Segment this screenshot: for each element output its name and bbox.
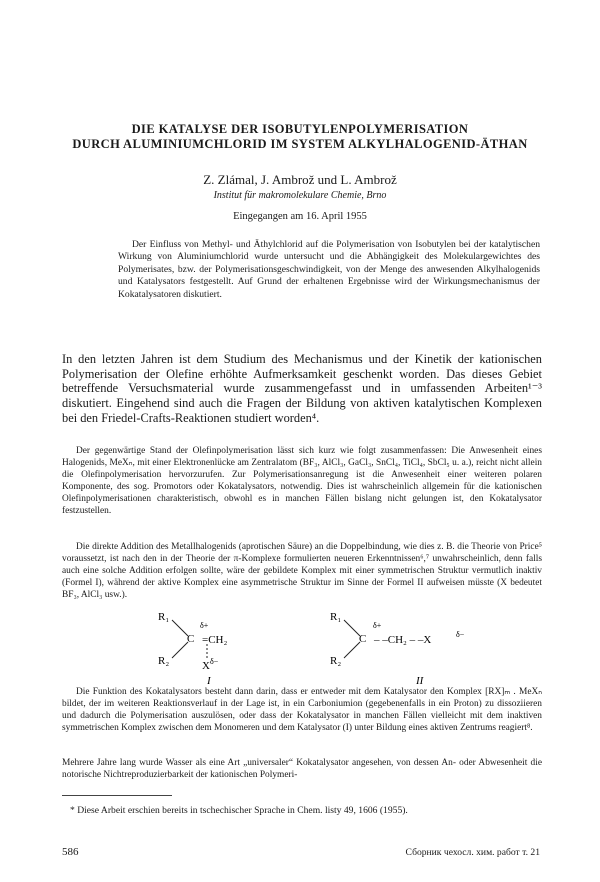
institute: Institut für makromolekulare Chemie, Brno bbox=[213, 190, 387, 201]
formula-2-r2: R₂ bbox=[330, 655, 342, 667]
body-paragraph: Der gegenwärtige Stand der Olefinpolymerisation lässt sich kurz wie folgt zusammenfassen: Die Anwesenheit eines Halogenids, MeXₙ, mit einer Elektronenlücke am Zentralatom (BF₃, AlCl₃, GaCl₃, SnCl₄, TiCl₄, SbCl₅ u. a.), reicht nicht allein die Olefinpolymerisation hervorzurufen. Zur Polymerisationsanregung ist die Anwesenheit einer weiteren polaren Komponente, des sog. Promotors oder Kokatalysators, notwendig. Dies ist wahrscheinlich allgemein für die kationischen Olefinpolymerisationen charakteristisch, obwohl es in manchen Fällen bislang nicht gelungen ist, den Kokatalysator festzustellen. bbox=[62, 446, 542, 516]
intro-paragraph: In den letzten Jahren ist dem Studium des Mechanismus und der Kinetik der kationischen Polymerisation der Olefine erhöhte Aufmerksamkeit geschenkt worden. Das dieses Gebiet betreffende Versuchsmaterial wurde zusammengefasst und in umfassenden Arbeiten¹⁻³ diskutiert. Eingehend sind auch die Fragen der Bildung von aktiven katalytischen Komplexen bei den Friedel-Crafts-Reaktionen studiert worden⁴. bbox=[62, 352, 542, 425]
formula-1-delta-plus: δ+ bbox=[200, 621, 209, 630]
formula-2-carbon: C bbox=[359, 633, 367, 645]
footnote-rule bbox=[62, 795, 172, 796]
formula-1 bbox=[158, 611, 227, 686]
formula-1-r1: R₁ bbox=[158, 611, 170, 623]
formula-2-bond-r2 bbox=[344, 642, 360, 658]
authors: Z. Zlámal, J. Ambrož und L. Ambrož bbox=[203, 172, 397, 187]
footnote: * Diese Arbeit erschien bereits in tschechischer Sprache in Chem. listy 49, 1606 (1955). bbox=[70, 805, 408, 816]
formula-2 bbox=[330, 611, 465, 686]
formula-2-r1: R₁ bbox=[330, 611, 342, 623]
formula-1-double-bond: =CH₂ bbox=[202, 634, 228, 646]
received-date: Eingegangen am 16. April 1955 bbox=[233, 211, 367, 222]
formula-1-carbon: C bbox=[187, 633, 195, 645]
formula-1-bond-r1 bbox=[172, 620, 188, 636]
body-paragraph: Die direkte Addition des Metallhalogenids (aprotischen Säure) an die Doppelbindung, wie dies z. B. die Theorie von Price⁵ voraussetzt, ist nach den in der Theorie der π-Komplexe formulierten neueren Erkenntnissen⁶,⁷ unwahrscheinlich, denn falls auch eine solche Addition erfolgen sollte, wäre der gebildete Komplex mit einer symmetrischen Struktur vermutlich inaktiv (Formel I), während der aktive Komplex eine asymmetrische Struktur im Sinne der Formel II aufweisen müsste (X bedeutet BF₃, AlCl₃ usw.). bbox=[62, 542, 542, 600]
body-paragraph: Die Funktion des Kokatalysators besteht dann darin, dass er entweder mit dem Katalysator den Komplex [RX]ₘ . MeXₙ bildet, der im weiteren Reaktionsverlauf in der Lage ist, in ein Carboniumion (gegebenenfalls in ein Proton) zu dissoziieren und dadurch die Polymerisation auszulösen, oder dass der Kokatalysator in manchen Fällen vielleicht mit dem inaktiven symmetrischen Komplex zwischen dem Monomeren und dem Katalysator (I) unter Bildung eines aktiven Zentrums reagiert⁸. bbox=[62, 687, 542, 733]
abstract: Der Einfluss von Methyl- und Äthylchlorid auf die Polymerisation von Isobutylen bei der katalytischen Wirkung von Aluminiumchlorid wurde untersucht und die Abhängigkeit des Molekulargewichtes des Polymerisates, bzw. der Polymerisationsgeschwindigkeit, von der Menge des anwesenden Alkylhalogenids und Katalysators festgestellt. Auf Grund der erhaltenen Ergebnisse wird der Wirkungsmechanismus der Kokatalysatoren diskutiert. bbox=[118, 239, 540, 300]
formula-1-label: I bbox=[207, 675, 211, 686]
journal-running-foot: Сборник чехосл. хим. работ т. 21 bbox=[405, 847, 540, 858]
formula-1-x: X bbox=[202, 660, 210, 672]
article-title-line-1: DIE KATALYSE DER ISOBUTYLENPOLYMERISATION bbox=[131, 122, 469, 136]
page-number: 586 bbox=[62, 846, 79, 858]
formula-1-r2: R₂ bbox=[158, 655, 170, 667]
formula-2-delta-plus: δ+ bbox=[373, 621, 382, 630]
article-title-line-2: DURCH ALUMINIUMCHLORID IM SYSTEM ALKYLHALOGENID-ÄTHAN bbox=[72, 137, 528, 151]
formula-2-chain: – –CH₂ – –X bbox=[374, 634, 432, 646]
formula-1-delta-minus: δ− bbox=[210, 657, 219, 666]
formula-2-delta-minus: δ− bbox=[456, 630, 465, 639]
formula-2-bond-r1 bbox=[344, 620, 360, 636]
structural-formulas bbox=[60, 604, 540, 686]
formula-2-label: II bbox=[416, 675, 424, 686]
body-paragraph: Mehrere Jahre lang wurde Wasser als eine Art „universaler“ Kokatalysator angesehen, von dessen An- oder Abwesenheit die notorische Nichtreproduzierbarkeit der kationischen Polymeri- bbox=[62, 758, 542, 780]
formula-1-bond-r2 bbox=[172, 642, 188, 658]
